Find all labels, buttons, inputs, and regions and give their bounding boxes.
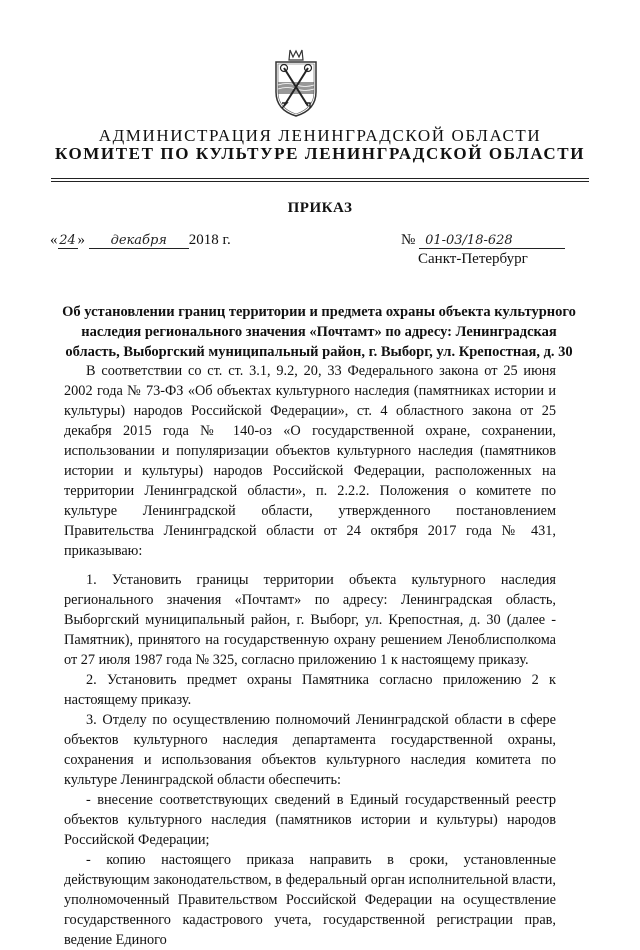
- document-title: Об установлении границ территории и предмета охраны объекта культурного наследия регионального значения «Почтамт» по адресу: Ленинградская область, Выборгский муниципальный район, г. Выборг, ул. Крепостная, д. 30: [62, 304, 576, 360]
- date-quote-open: «: [50, 232, 58, 248]
- body-paragraph: В соответствии со ст. ст. 3.1, 9.2, 20, 33 Федерального закона от 25 июня 2002 года № 73-ФЗ «Об объектах культурного наследия (памятниках истории и культуры) народов Российской Федерации», ст. 4 областного закона от 25 декабря 2015 года № 140-оз «О государственной охране, сохранении, использовании и популяризации объектов культурного наследия (памятников истории и культуры) народов Российской Федерации, расположенных на территории Ленинградской области», п. 2.2.2. Положения о комитете по культуре Ленинградской области, утвержденного постановлением Правительства Ленинградской области от 24 октября 2017 года № 431, приказываю:: [64, 363, 556, 559]
- handwritten-month: декабря: [89, 234, 189, 249]
- document-city: Санкт-Петербург: [418, 251, 528, 267]
- document-body: [64, 361, 556, 950]
- body-paragraph: 3. Отделу по осуществлению полномочий Ленинградской области в сфере объектов культурного наследия департамента государственной охраны, сохранения и использования объектов культурного наследия комитета по культуре Ленинградской области обеспечить:: [64, 712, 556, 788]
- coat-of-arms-emblem: [272, 48, 320, 118]
- committee-name: КОМИТЕТ ПО КУЛЬТУРЕ ЛЕНИНГРАДСКОЙ ОБЛАСТИ: [54, 144, 586, 163]
- body-paragraph: 1. Установить границы территории объекта культурного наследия регионального значения «Почтамт» по адресу: Ленинградская область, Выборгский муниципальный район, г. Выборг, ул. Крепостная, д. 30 (далее - Памятник), принятого на государственную охрану решением Леноблисполкома от 27 июля 1987 года № 325, согласно приложению 1 к настоящему приказу.: [64, 572, 556, 668]
- administration-name: АДМИНИСТРАЦИЯ ЛЕНИНГРАДСКОЙ ОБЛАСТИ: [98, 126, 542, 145]
- body-paragraph: - внесение соответствующих сведений в Единый государственный реестр объектов культурного наследия (памятников истории и культуры) народов Российской Федерации;: [64, 792, 556, 848]
- document-date: [50, 232, 231, 249]
- document-type: ПРИКАЗ: [287, 200, 353, 216]
- header-divider: [51, 181, 589, 182]
- body-paragraph: 2. Установить предмет охраны Памятника согласно приложению 2 к настоящему приказу.: [64, 672, 556, 708]
- handwritten-day: 24: [59, 233, 76, 248]
- handwritten-number: 01-03/18-628: [419, 234, 565, 249]
- header-divider: [51, 178, 589, 179]
- document-number: [401, 232, 565, 249]
- body-paragraph: - копию настоящего приказа направить в сроки, установленные действующим законодательством, в федеральный орган исполнительной власти, уполномоченный Правительством Российской Федерации на осуществление государственного кадастрового учета, государственной регистрации прав, ведение Единого: [64, 852, 556, 948]
- date-quote-close: »: [77, 232, 85, 248]
- date-year: 2018 г.: [188, 232, 231, 248]
- number-sign: №: [401, 232, 416, 248]
